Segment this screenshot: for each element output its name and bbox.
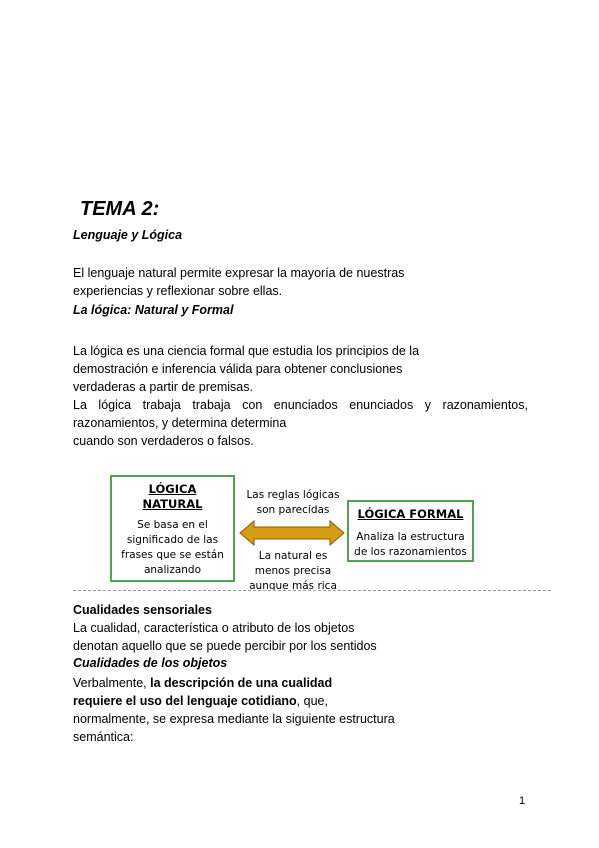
text-line: La natural es [258, 550, 328, 562]
text-line: razonamientos, y determina determina [73, 416, 287, 430]
double-arrow-icon [238, 518, 346, 548]
text-line: experiencias y reflexionar sobre ellas. [73, 284, 283, 298]
subtitle-logica-natural-formal: La lógica: Natural y Formal [73, 303, 234, 317]
formal-title: LÓGICA FORMAL [357, 507, 464, 521]
text-line: semántica: [73, 730, 134, 744]
text-normal: , que, [296, 694, 328, 708]
text-line: La lógica es una ciencia formal que estudia los principios de la [73, 344, 420, 358]
text-line: demostración e inferencia válida para obtener conclusiones [73, 362, 403, 376]
text-bold: la descripción de una cualidad [150, 676, 333, 690]
paragraph-lenguaje-natural [73, 264, 404, 300]
text-line: Se basa en el [137, 519, 208, 531]
text-line: analizando [143, 564, 202, 576]
text-line: aunque más rica [249, 580, 337, 592]
middle-bottom-text [238, 549, 348, 594]
text-line: normalmente, se expresa mediante la siguiente estructura [73, 712, 395, 726]
text-line: denotan aquello que se puede percibir por los sentidos [73, 639, 377, 653]
text-line: de los razonamientos [354, 546, 467, 558]
text-line: verdaderas a partir de premisas. [73, 380, 253, 394]
text-line: Analiza la estructura [356, 531, 465, 543]
formal-description [349, 530, 472, 560]
text-line: significado de las [126, 534, 219, 546]
subtitle-cualidades-sensoriales: Cualidades sensoriales [73, 603, 212, 617]
text-line: cuando son verdaderos o falsos. [73, 434, 254, 448]
page-number: 1 [519, 795, 526, 807]
dashed-divider [73, 590, 551, 591]
text-line: son parecidas [256, 504, 330, 516]
paragraph-logica-ciencia [73, 342, 528, 450]
natural-description [112, 518, 233, 578]
page-title: TEMA 2: [80, 198, 160, 220]
text-line [73, 692, 395, 710]
logica-natural-box [110, 475, 235, 582]
subtitle-lenguaje-logica: Lenguaje y Lógica [73, 228, 183, 242]
text-line: La lógica trabaja trabaja con enunciados enunciados y razonamientos, [73, 398, 528, 412]
logica-formal-box [347, 500, 474, 562]
subtitle-cualidades-objetos: Cualidades de los objetos [73, 656, 228, 670]
text-line: El lenguaje natural permite expresar la mayoría de nuestras [73, 266, 405, 280]
text-line [73, 674, 395, 692]
natural-title-line1: LÓGICA [148, 482, 197, 496]
paragraph-cualidades-objetos [73, 674, 395, 746]
text-line: Las reglas lógicas [246, 489, 340, 501]
text-line: frases que se están [121, 549, 224, 561]
text-line: La cualidad, característica o atributo de los objetos [73, 621, 355, 635]
natural-title-line2: NATURAL [142, 497, 203, 511]
middle-top-text [238, 488, 348, 518]
text-normal: Verbalmente, [73, 676, 151, 690]
text-bold: requiere el uso del lenguaje cotidiano [73, 694, 297, 708]
text-line: menos precisa [254, 565, 332, 577]
paragraph-cualidades-sensoriales [73, 619, 377, 655]
